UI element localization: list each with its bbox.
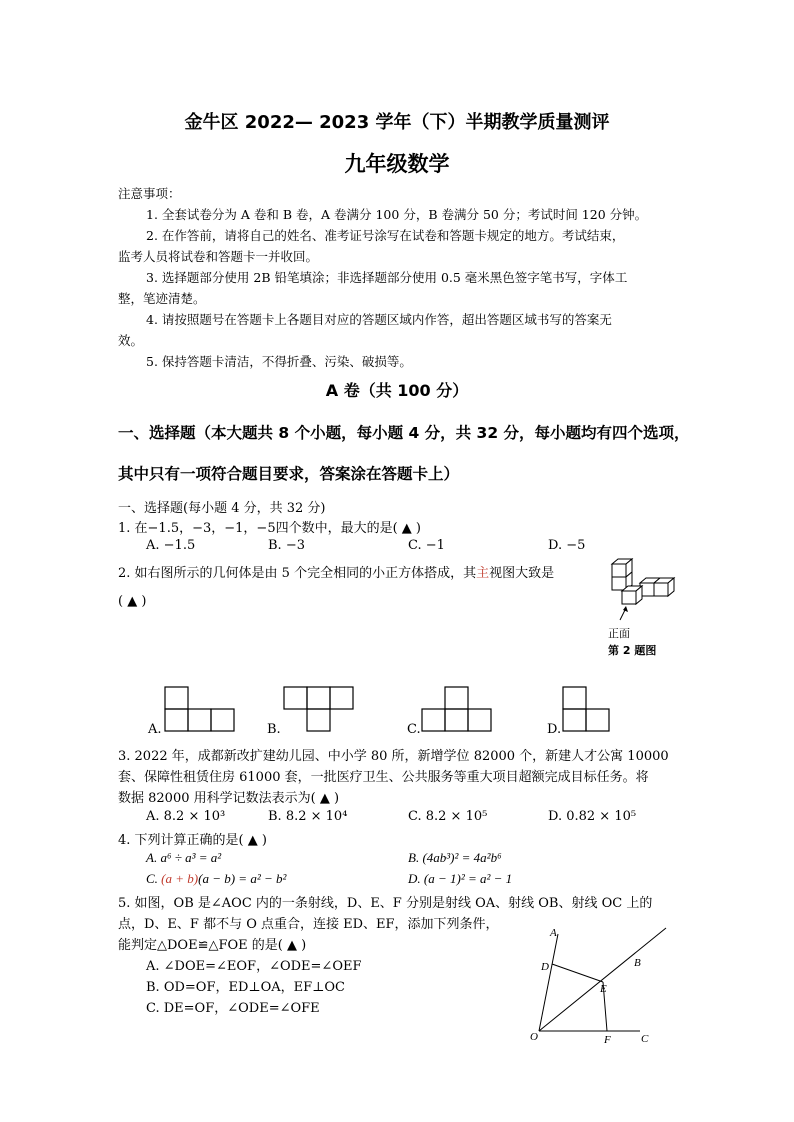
q3-line1: 3. 2022 年，成都新改扩建幼儿园、中小学 80 所，新增学位 82000 个，新建人才公寓 10000	[118, 749, 669, 764]
q3-line3: 数据 82000 用科学记数法表示为( ▲ )	[118, 791, 340, 806]
q5-line3: 能判定△DOE≌△FOE 的是( ▲ )	[118, 938, 307, 953]
q3-option-c: C. 8.2 × 10⁵	[408, 809, 488, 824]
section-a-title: A 卷（共 100 分）	[325, 381, 469, 400]
notes-line: 1. 全套试卷分为 A 卷和 B 卷，A 卷满分 100 分，B 卷满分 50 分；考试时间 120 分钟。	[146, 207, 648, 222]
q4-option-c-highlight: (a + b)	[161, 871, 199, 886]
q1-stem: 1. 在−1.5，−3，−1，−5四个数中，最大的是( ▲ )	[118, 521, 421, 536]
part1-subheading: 一、选择题(每小题 4 分，共 32 分)	[118, 501, 326, 516]
q2-figure-caption: 第 2 题图	[608, 644, 657, 657]
q4-option-c-rest: (a − b) = a² − b²	[198, 871, 287, 886]
q3-option-a: A. 8.2 × 10³	[146, 809, 226, 824]
q5-option-a: A. ∠DOE=∠EOF，∠ODE=∠OEF	[146, 959, 362, 974]
notes-line: 效。	[118, 333, 144, 348]
q4-option-a: A. a⁶ ÷ a³ = a²	[146, 850, 222, 865]
q2-stem-part1: 2. 如右图所示的几何体是由 5 个完全相同的小正方体搭成，其	[118, 566, 477, 581]
q1-option-c: C. −1	[408, 538, 445, 553]
part1-heading-line2: 其中只有一项符合题目要求，答案涂在答题卡上）	[118, 465, 460, 483]
q2-answer-mark: ( ▲ )	[118, 594, 147, 609]
part1-heading-line1: 一、选择题（本大题共 8 个小题，每小题 4 分，共 32 分，每小题均有四个选项，	[118, 424, 690, 442]
q5-label-o: O	[530, 1031, 538, 1043]
notes-line: 整，笔迹清楚。	[118, 291, 206, 306]
q5-label-d: D	[541, 961, 549, 973]
q1-option-b: B. −3	[268, 538, 305, 553]
q5-label-b: B	[634, 957, 641, 969]
q5-option-c: C. DE=OF，∠ODE=∠OFE	[146, 1001, 320, 1016]
q5-label-c: C	[641, 1033, 649, 1045]
q5-label-a: A	[550, 927, 557, 939]
q3-option-b: B. 8.2 × 10⁴	[268, 809, 348, 824]
notes-line: 监考人员将试卷和答题卡一并收回。	[118, 249, 319, 264]
q5-option-b: B. OD=OF，ED⊥OA，EF⊥OC	[146, 980, 345, 995]
q2-stem-highlight: 主	[476, 566, 490, 581]
q4-option-c	[146, 871, 286, 887]
notes-line: 3. 选择题部分使用 2B 铅笔填涂；非选择题部分使用 0.5 毫米黑色签字笔书写，字体工	[146, 270, 628, 285]
q5-label-e: E	[600, 983, 607, 995]
q2-option-c-label: C.	[407, 722, 421, 737]
q4-option-c-prefix: C.	[146, 871, 162, 886]
q4-option-d: D. (a − 1)² = a² − 1	[408, 871, 513, 886]
q1-option-d: D. −5	[548, 538, 586, 553]
q2-option-a-figure	[164, 686, 236, 732]
q5-angle-figure	[520, 920, 680, 1050]
q2-stem-part2: 视图大致是	[489, 566, 555, 581]
q2-option-d-label: D.	[547, 722, 562, 737]
exam-title: 金牛区 2022— 2023 学年（下）半期教学质量测评	[184, 112, 610, 133]
notes-line: 4. 请按照题号在答题卡上各题目对应的答题区域内作答，超出答题区域书写的答案无	[146, 312, 612, 327]
q2-stem	[118, 562, 554, 581]
notes-line: 2. 在作答前，请将自己的姓名、准考证号涂写在试卷和答题卡规定的地方。考试结束，	[146, 228, 625, 243]
q5-line1: 5. 如图，OB 是∠AOC 内的一条射线，D、E、F 分别是射线 OA、射线 OB、射线 OC 上的	[118, 896, 653, 911]
notes-line: 5. 保持答题卡清洁，不得折叠、污染、破损等。	[146, 354, 412, 369]
q2-option-c-figure	[421, 686, 493, 732]
notes-heading: 注意事项：	[118, 186, 181, 201]
q2-front-label: 正面	[608, 627, 630, 640]
q2-option-a-label: A.	[148, 722, 162, 737]
q2-cube-figure	[600, 558, 680, 628]
q5-line2: 点，D、E、F 都不与 O 点重合，连接 ED、EF，添加下列条件，	[118, 917, 499, 932]
q1-option-a: A. −1.5	[146, 538, 196, 553]
q2-option-b-label: B.	[267, 722, 281, 737]
q3-option-d: D. 0.82 × 10⁵	[548, 809, 637, 824]
q4-option-b: B. (4ab³)² = 4a²b⁶	[408, 850, 502, 865]
q2-option-d-figure	[562, 686, 612, 732]
q4-stem: 4. 下列计算正确的是( ▲ )	[118, 833, 267, 848]
exam-subtitle: 九年级数学	[344, 152, 450, 176]
q3-line2: 套、保障性租赁住房 61000 套，一批医疗卫生、公共服务等重大项目超额完成目标任务。将	[118, 770, 649, 785]
q5-label-f: F	[604, 1034, 611, 1046]
q2-option-b-figure	[283, 686, 355, 732]
